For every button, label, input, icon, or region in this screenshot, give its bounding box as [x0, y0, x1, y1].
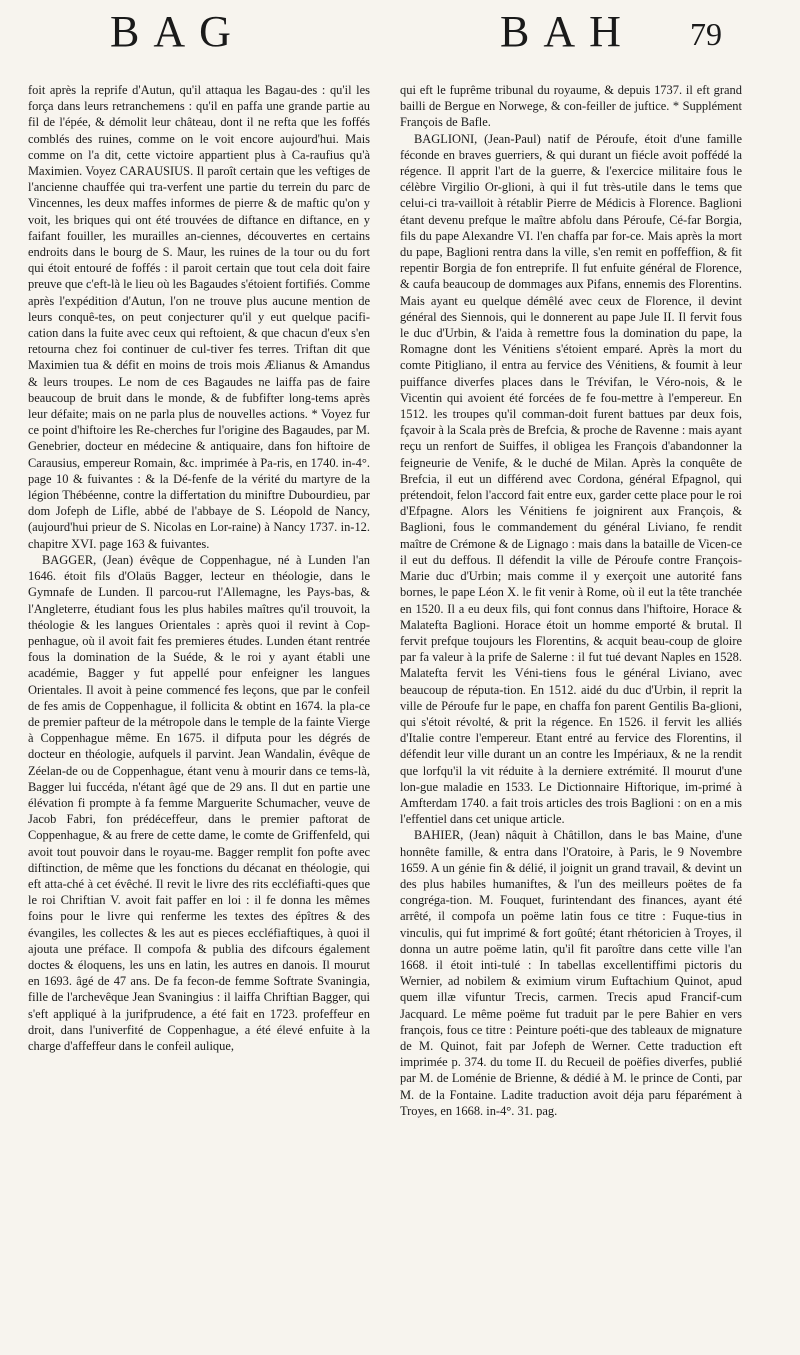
page-number: 79	[690, 16, 722, 52]
header-right-word: BAH	[500, 7, 635, 56]
right-column	[400, 82, 742, 1119]
running-header	[0, 6, 800, 84]
entry-bagger: BAGGER, (Jean) évêque de Coppenhague, né à Lunden l'an 1646. étoit fils d'Olaüs Bagger, lecteur en théologie, dans le Gymnafe de Lunden. Il parcou-rut l'Allemagne, les Pays-bas, & l'Angleterre, étudiant fous les plus habiles maîtres qu'il trouvoit, la théologie & les langues Orientales : après quoi il revint à Cop-penhague, où il avoit fait fes premieres études. Lunden étant rentrée fous la domination de la Suéde, & le roi y ayant établi une académie, Bagger y fut appellé pour enfeigner les langues Orientales. Il avoit à peine commencé fes leçons, que par le confeil de fes amis de Coppenhague, il follicita & obtint en 1674. la pla-ce de premier pafteur de la métropole dans le temple de la fainte Vierge à Coppenhague même. En 1675. il difputa pour les dégrés de docteur en théologie, aufquels il parvint. Jean Wandalin, évêque de Zéelan-de ou de Coppenhague, étant venu à mourir dans ce tems-là, Bagger lui fuccéda, n'étant âgé que de 29 ans. Il dut en partie une élévation fi prompte à fa femme Marguerite Schumacher, veuve de Jacob Fabri, fon prédéceffeur, dans le premier paftorat de Coppenhague, & au frere de cette dame, le comte de Griffenfeld, qui avoit tout pouvoir dans le royau-me. Bagger remplit fon pofte avec diftinction, de même que les fonctions du décanat en théologie, qui eft atta-ché à cet évêché. Il revit le livre des rits eccléfiafti-ques que le roi Chriftian V. avoit fait paffer en loi : il fe donna les mêmes foins pour le livre qui renferme les textes des épîtres & des évangiles, les collectes & les aut es pieces eccléfiaftiques, à quoi il ajouta une préface. Il compofa & publia des difcours également doctes & éloquens, les uns en latin, les autres en danois. Il mourut en 1693. âgé de 47 ans. De fa fecon-de femme Softrate Svaningia, fille de l'archevêque Jean Svaningius : il laiffa Chriftian Bagger, qui s'eft appliqué à la jurifprudence, a été fait en 1723. profeffeur en droit, dans l'univerfité de Coppenhague, a été élevé enfuite à la charge d'affeffeur dans le confeil aulique,	[28, 552, 370, 1053]
paragraph-bagger-continued: qui eft le fuprême tribunal du royaume, & depuis 1737. il eft grand bailli de Bergue en Norwege, & con-feiller de juftice. * Supplément François de Bafle.	[400, 83, 742, 130]
left-column	[28, 82, 370, 1054]
entry-bahier: BAHIER, (Jean) nâquit à Châtillon, dans le bas Maine, d'une honnête famille, & entra dans l'Oratoire, à Paris, le 9 Novembre 1659. A un génie fin & délié, il joignit un grand travail, & devint un des plus habiles humaniftes, & l'un des meilleurs poëtes de fa congréga-tion. M. Fouquet, furintendant des finances, ayant été arrêté, il compofa un poëme latin fous ce titre : Fuque-tius in vinculis, qui fut imprimé & fort goûté; étant rhétoricien à Troyes, il donna un autre poëme latin, qu'il fit paroître dans cette ville l'an 1668. il étoit inti-tulé : In tabellas excellentiffimi pictoris du Wernier, ad nobilem & eximium virum Euftachium Quinot, apud quem illæ vifuntur Trecis, carmen. Trecis apud Francif-cum Jacquard. Le même poëme fut traduit par le pere Bahier en vers françois, fous ce titre : Peinture poéti-que des tableaux de mignature de M. Quinot, fait par Jofeph de Werner. Cette traduction eft imprimée p. 374. du tome II. du Recueil de poëfies diverfes, publié par M. de Loménie de Brienne, & dédié à M. le prince de Conti, par M. de la Fontaine. Ladite traduction avoit déja paru féparément à Troyes, en 1668. in-4°. 31. pag.	[400, 828, 742, 1118]
entry-baglioni: BAGLIONI, (Jean-Paul) natif de Péroufe, étoit d'une famille féconde en braves guerriers, & qui durant un fiécle avoit poffédé la régence. Il apprit l'art de la guerre, & l'exercice militaire fous le célèbre Virgilio Or-glioni, à qui il fut très-utile dans le tems que celui-ci tra-vailloit à rétablir Pierre de Médicis à Florence. Baglioni étant devenu prefque le maître abfolu dans Péroufe, Cé-far Borgia, fils du pape Alexandre VI. l'en chaffa par for-ce. Mais après la mort du pape, Baglioni rentra dans la ville, s'en remit en poffeffion, & fit repentir Borgia de fon entreprife. Il fut enfuite général de Florence, & caufa beaucoup de dommages aux Pifans, ennemis des Florentins. Mais ayant eu quelque démêlé avec ceux de Florence, il devint général des Siennois, qui le donnerent au pape Jule II. Il fervit fous le duc d'Urbin, & l'aida à remettre fous la domination du pape, la Romagne dont les Vénitiens s'étoient emparé. Après la mort du comte Pitigliano, il entra au fervice des Vénitiens, & foumit à leur puiffance diverfes places dans le Trévifan, le Véro-nois, & le Vicentin qui avoient été forcées de fe fou-mettre à l'empereur. En 1512. les troupes qu'il comman-doit furent battues par deux fois, fçavoir à la Scala près de Brefcia, & proche de Ravenne : mais ayant reçu un renfort de Suiffes, il obligea les François d'abandonner la feigneurie de Venife, & le duché de Milan. Après la conquête de Brefcia, il eut un différend avec Cordona, général Efpagnol, qui prétendoit, felon l'accord fait entre eux, garder cette place pour le roi d'Efpagne. Alors les Vénitiens fe joignirent aux François, & Baglioni, fous le commandement du général Liviano, fe rendit maître de Crémone & de Lignago : mais dans la bataille de Vicen-ce il eut du deffous. Il défendit la ville de Péroufe contre François-Marie duc d'Urbin; mais comme il y exerçoit une autorité fans bornes, le pape Léon X. le fit venir à Rome, où il eut la tête tranchée en 1520. Il a eu deux fils, qui font connus dans l'hiftoire, Horace & Malatefta Baglioni. Horace étoit un homme emporté & brutal. Il fervit prefque toujours les Florentins, & acquit beau-coup de gloire par fa valeur à la prife de Salerne : il fut tué devant Naples en 1528. Malatefta fervit les Véni-tiens fous le général Liviano, avec beaucoup de réputa-tion. En 1512. aidé du duc d'Urbin, il reprit la ville de Péroufe fur le pape, en chaffa fon parent Gentilis Ba-glioni, qui s'étoit révolté, & prit la régence. En 1526. il fervit les alliés d'Italie contre l'empereur. Etant entré au fervice des Florentins, il défendit leur ville durant un an contre les Impériaux, & ne la rendit que lorfqu'il la vit réduite à la derniere extrémité. Il mourut d'une lon-gue maladie en 1533. Le Dictionnaire Hiftorique, im-primé à Amfterdam 1740. a fait trois articles des trois Baglioni : on en a mis l'effentiel dans cet unique article.	[400, 131, 742, 827]
header-left-word: BAG	[110, 7, 245, 56]
paragraph-bagaudes-continued: foit après la reprife d'Autun, qu'il attaqua les Bagau-des : qu'il les força dans leurs retranchemens : qu'il en paffa une grande partie au fil de l'épée, & démolit leur château, dont il ne refta que les foffés comblés des ruines, comme on le voit encore aujourd'hui. Mais comme on l'a dit, cette victoire appartient plus à Ca-raufius qu'à Maximien. Voyez CARAUSIUS. Il paroît certain que les veftiges de l'ancienne chauffée qui tra-verfent une partie du terrein du parc de Vincennes, les deux maffes informes de pierre & de maftic qu'on y voit, les briques qui ont été trouvées de diftance en diftance, en y faifant fouiller, les murailles an-ciennes, découvertes en certains endroits dans le bourg de S. Maur, les ruines de la tour ou du fort qui étoit entouré de foffés : il paroit certain que tout cela doit faire preuve que c'eft-là le lieu où les Bagaudes s'étoient fortifiés. Comme après l'expédition d'Autun, l'on ne trouve plus aucune mention de leurs conquê-tes, on peut conjecturer qu'il y eut quelque pacifi-cation dans la fuite avec ceux qui reftoient, & que chacun d'eux s'en retourna chez foi continuer de cul-tiver fes terres. Triftan dit que Maximien tua & défit en moins de trois mois Ælianus & Amandus & leurs troupes. Le nom de ces Bagaudes ne laiffa pas de faire beaucoup de bruit dans le monde, & de fubfifter long-tems après leur défaite; mais on ne parla plus de nouvelles actions. * Voyez fur ce point d'hiftoire les Re-cherches fur l'origine des Bagaudes, par M. Genebrier, docteur en médecine & antiquaire, dans fon hiftoire de Carausius, empereur Romain, &c. imprimée à Pa-ris, en 1740. in-4°. page 10 & fuivantes : & la Dé-fenfe de la vérité du martyre de la légion Thébéenne, contre la differtation du miniftre Dubourdieu, par dom Jofeph de Lifle, abbé de l'abbaye de S. Léopold de Nancy, (aujourd'hui prieur de S. Nicolas en Lor-raine) à Nancy 1737. in-12. chapitre XVI. page 163 & fuivantes.	[28, 83, 370, 551]
